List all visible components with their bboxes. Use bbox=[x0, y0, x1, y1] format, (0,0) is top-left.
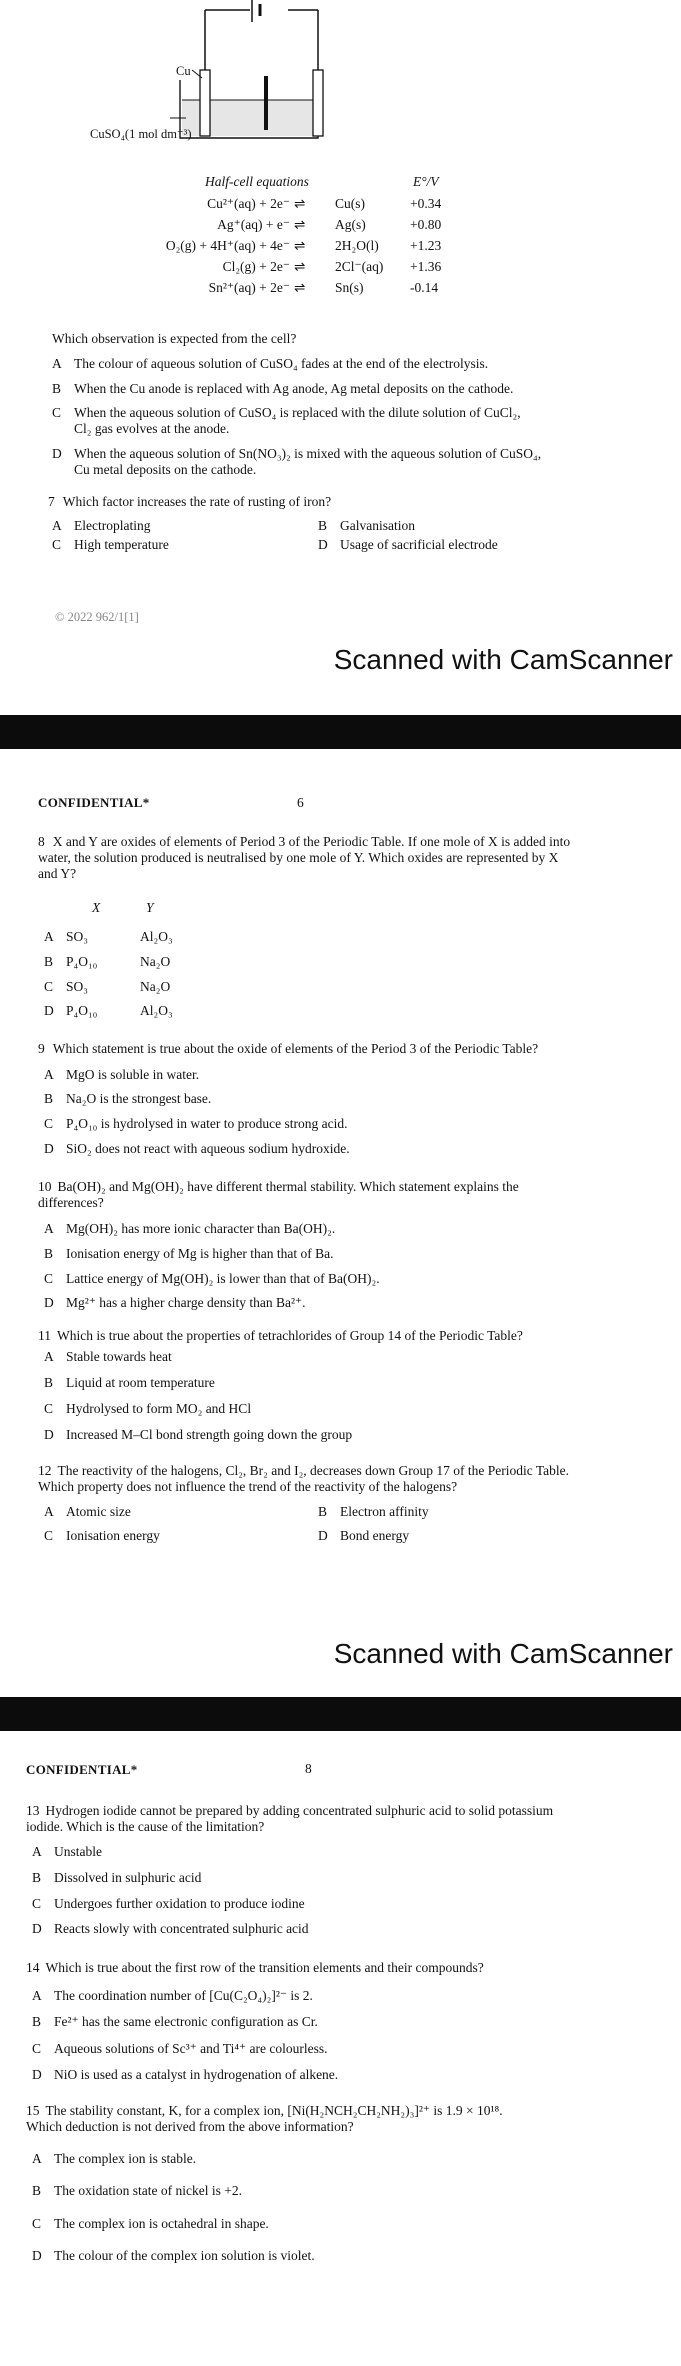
q8-header-x: X bbox=[92, 900, 101, 915]
q12-option-a: A Atomic size bbox=[44, 1504, 131, 1519]
question-11: 11 Which is true about the properties of tetrachlorides of Group 14 of the Periodic Table? bbox=[38, 1328, 523, 1343]
question-12-line2: Which property does not influence the trend of the reactivity of the halogens? bbox=[38, 1479, 458, 1494]
confidential-header: CONFIDENTIAL* bbox=[26, 1762, 138, 1777]
question-8-line3: and Y? bbox=[38, 866, 77, 881]
half-cell-row: Cu²⁺(aq) + 2e⁻ ⇌ Cu(s) +0.34 bbox=[207, 196, 442, 211]
page-code: © 2022 962/1[1] bbox=[55, 610, 139, 624]
question-8: 8 X and Y are oxides of elements of Period 3 of the Periodic Table. If one mole of X is added into bbox=[38, 834, 571, 849]
q12-option-d: D Bond energy bbox=[318, 1528, 410, 1543]
half-cell-title: Half-cell equations bbox=[205, 174, 309, 189]
question-9: 9 Which statement is true about the oxide of elements of the Period 3 of the Periodic Table? bbox=[38, 1041, 539, 1056]
page-separator bbox=[0, 1697, 681, 1731]
q9-option-b: B Na₂O is the strongest base. bbox=[44, 1091, 212, 1106]
diagram-solution-label: CuSO₄(1 mol dm⁻³) bbox=[90, 127, 192, 141]
q11-option-c: C Hydrolysed to form MO₂ and HCl bbox=[44, 1401, 252, 1416]
equilibrium-arrow-icon: ⇌ bbox=[294, 280, 306, 295]
q12-option-c: C Ionisation energy bbox=[44, 1528, 160, 1543]
q9-option-d: D SiO₂ does not react with aqueous sodium hydroxide. bbox=[44, 1141, 350, 1156]
q13-option-b: B Dissolved in sulphuric acid bbox=[32, 1870, 202, 1885]
q7-option-a: A Electroplating bbox=[52, 518, 151, 533]
q7-option-b: B Galvanisation bbox=[318, 518, 415, 533]
equilibrium-arrow-icon: ⇌ bbox=[294, 259, 306, 274]
option-c-cont: Cl₂ gas evolves at the anode. bbox=[74, 421, 230, 436]
equilibrium-arrow-icon: ⇌ bbox=[294, 238, 306, 253]
half-cell-row: Cl₂(g) + 2e⁻ ⇌ 2Cl⁻(aq) +1.36 bbox=[222, 259, 442, 274]
q11-option-b: B Liquid at room temperature bbox=[44, 1375, 215, 1390]
q11-option-a: A Stable towards heat bbox=[44, 1349, 172, 1364]
question-14: 14 Which is true about the first row of the transition elements and their compounds? bbox=[26, 1960, 484, 1975]
q14-option-b: B Fe²⁺ has the same electronic configuration as Cr. bbox=[32, 2014, 318, 2029]
question-12: 12 The reactivity of the halogens, Cl₂, Br₂ and I₂, decreases down Group 17 of the Periodic Table. bbox=[38, 1463, 570, 1478]
q10-option-b: B Ionisation energy of Mg is higher than that of Ba. bbox=[44, 1246, 334, 1261]
question-15: 15 The stability constant, K, for a complex ion, [Ni(H₂NCH₂CH₂NH₂)₃]²⁺ is 1.9 × 10¹⁸. bbox=[26, 2103, 503, 2118]
half-cell-row: O₂(g) + 4H⁺(aq) + 4e⁻ ⇌ 2H₂O(l) +1.23 bbox=[165, 238, 442, 253]
q10-option-d: D Mg²⁺ has a higher charge density than Ba²⁺. bbox=[44, 1295, 306, 1310]
q13-option-d: D Reacts slowly with concentrated sulphuric acid bbox=[32, 1921, 309, 1936]
half-cell-e-header: E°/V bbox=[413, 174, 439, 189]
question-13: 13 Hydrogen iodide cannot be prepared by adding concentrated sulphuric acid to solid potassium bbox=[26, 1803, 554, 1818]
q13-option-c: C Undergoes further oxidation to produce iodine bbox=[32, 1896, 305, 1911]
half-cell-row: Ag⁺(aq) + e⁻ ⇌ Ag(s) +0.80 bbox=[217, 217, 442, 232]
option-c: C When the aqueous solution of CuSO₄ is replaced with the dilute solution of CuCl₂, bbox=[52, 405, 521, 420]
page-separator bbox=[0, 715, 681, 749]
question-15-line2: Which deduction is not derived from the above information? bbox=[26, 2119, 354, 2134]
question-7: 7 Which factor increases the rate of rusting of iron? bbox=[48, 494, 332, 509]
equilibrium-arrow-icon: ⇌ bbox=[294, 217, 306, 232]
page-number: 8 bbox=[305, 1761, 312, 1776]
option-d: D When the aqueous solution of Sn(NO₃)₂ is mixed with the aqueous solution of CuSO₄, bbox=[52, 446, 542, 461]
q14-option-c: C Aqueous solutions of Sc³⁺ and Ti⁴⁺ are colourless. bbox=[32, 2041, 328, 2056]
q8-row-d: D P₄O₁₀ Al₂O₃ bbox=[44, 1003, 173, 1018]
option-d-cont: Cu metal deposits on the cathode. bbox=[74, 462, 257, 477]
q8-row-b: B P₄O₁₀ Na₂O bbox=[44, 954, 171, 969]
q9-option-a: A MgO is soluble in water. bbox=[44, 1067, 200, 1082]
q7-option-c: C High temperature bbox=[52, 537, 169, 552]
diagram-cu-label: Cu bbox=[176, 64, 191, 78]
q15-option-b: B The oxidation state of nickel is +2. bbox=[32, 2183, 242, 2198]
camscanner-watermark: Scanned with CamScanner bbox=[333, 644, 673, 675]
q15-option-c: C The complex ion is octahedral in shape. bbox=[32, 2216, 269, 2231]
question-13-line2: iodide. Which is the cause of the limitation? bbox=[26, 1819, 265, 1834]
half-cell-row: Sn²⁺(aq) + 2e⁻ ⇌ Sn(s) -0.14 bbox=[208, 280, 439, 295]
q10-option-c: C Lattice energy of Mg(OH)₂ is lower than that of Ba(OH)₂. bbox=[44, 1271, 380, 1286]
option-b: B When the Cu anode is replaced with Ag anode, Ag metal deposits on the cathode. bbox=[52, 381, 514, 396]
question-8-line2: water, the solution produced is neutralised by one mole of Y. Which oxides are represented by X bbox=[38, 850, 559, 865]
option-a: A The colour of aqueous solution of CuSO₄ fades at the end of the electrolysis. bbox=[52, 356, 489, 371]
question-10-line2: differences? bbox=[38, 1195, 104, 1210]
camscanner-watermark: Scanned with CamScanner bbox=[333, 1638, 673, 1669]
equilibrium-arrow-icon: ⇌ bbox=[294, 196, 306, 211]
q8-row-a: A SO₃ Al₂O₃ bbox=[44, 929, 173, 944]
q14-option-a: A The coordination number of [Cu(C₂O₄)₂]²⁻ is 2. bbox=[32, 1988, 313, 2003]
q12-option-b: B Electron affinity bbox=[318, 1504, 429, 1519]
q15-option-a: A The complex ion is stable. bbox=[32, 2151, 197, 2166]
question-stem: Which observation is expected from the cell? bbox=[52, 331, 297, 346]
q14-option-d: D NiO is used as a catalyst in hydrogenation of alkene. bbox=[32, 2067, 339, 2082]
page-number: 6 bbox=[297, 795, 304, 810]
q15-option-d: D The colour of the complex ion solution is violet. bbox=[32, 2248, 315, 2263]
question-10: 10 Ba(OH)₂ and Mg(OH)₂ have different thermal stability. Which statement explains the bbox=[38, 1179, 519, 1194]
confidential-header: CONFIDENTIAL* bbox=[38, 795, 150, 810]
half-cell-table bbox=[140, 196, 540, 301]
q9-option-c: C P₄O₁₀ is hydrolysed in water to produce strong acid. bbox=[44, 1116, 348, 1131]
q11-option-d: D Increased M–Cl bond strength going down the group bbox=[44, 1427, 353, 1442]
q7-option-d: D Usage of sacrificial electrode bbox=[318, 537, 498, 552]
q13-option-a: A Unstable bbox=[32, 1844, 102, 1859]
q8-header-y: Y bbox=[146, 900, 154, 915]
q8-row-c: C SO₃ Na₂O bbox=[44, 979, 171, 994]
q10-option-a: A Mg(OH)₂ has more ionic character than Ba(OH)₂. bbox=[44, 1221, 336, 1236]
